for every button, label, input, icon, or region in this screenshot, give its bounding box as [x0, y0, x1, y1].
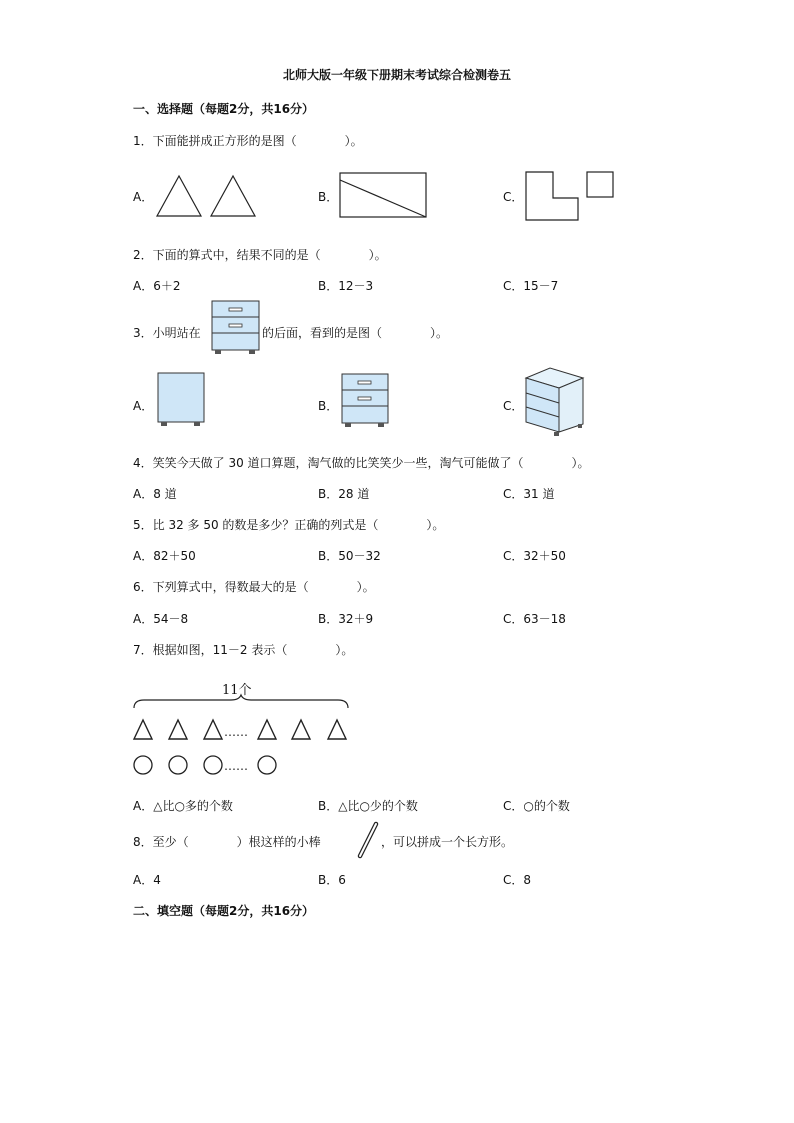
question-1: 1．下面能拼成正方形的是图（ ）。 — [133, 134, 363, 148]
q5-option-a: A．82＋50 — [133, 549, 196, 563]
q3-option-b: B． — [318, 399, 339, 413]
q7-option-b: B．△比○少的个数 — [318, 799, 418, 813]
section-heading-choice: 一、选择题（每题2分，共16分） — [133, 102, 315, 116]
cabinet-front-view-icon — [341, 373, 391, 429]
q5-option-b: B．50－32 — [318, 549, 381, 563]
question-8-prefix: 8．至少（ ）根这样的小棒 — [133, 835, 321, 849]
brace-label: 11个 — [222, 683, 252, 698]
q4-option-b: B．28 道 — [318, 487, 370, 501]
q8-option-c: C．8 — [503, 873, 532, 887]
circles-row — [132, 754, 282, 778]
q2-option-b: B．12－3 — [318, 279, 374, 293]
q6-option-b: B．32＋9 — [318, 612, 374, 626]
question-4: 4．笑笑今天做了 30 道口算题，淘气做的比笑笑少一些，淘气可能做了（ ）。 — [133, 456, 590, 470]
q1-option-b: B． — [318, 190, 339, 204]
question-7: 7．根据如图，11－2 表示（ ）。 — [133, 643, 354, 657]
curly-brace — [132, 694, 350, 710]
cabinet-3d-view-icon — [524, 366, 586, 438]
page-title: 北师大版一年级下册期末考试综合检测卷五 — [282, 68, 511, 82]
q8-option-b: B．6 — [318, 873, 346, 887]
triangles-row — [132, 716, 352, 742]
q7-option-a: A．△比○多的个数 — [133, 799, 233, 813]
q1-option-c: C． — [503, 190, 524, 204]
q3-option-a: A． — [133, 399, 154, 413]
cabinet-back-view-icon — [157, 372, 207, 428]
q7-option-c: C．○的个数 — [503, 799, 570, 813]
q6-option-c: C．63－18 — [503, 612, 566, 626]
question-5: 5．比 32 多 50 的数是多少？正确的列式是（ ）。 — [133, 518, 445, 532]
question-8-suffix: ，可以拼成一个长方形。 — [381, 835, 514, 849]
q3-option-c: C． — [503, 399, 524, 413]
stick-icon — [356, 820, 380, 860]
q1-two-trapezoids-figure — [339, 172, 429, 220]
q8-option-a: A．4 — [133, 873, 161, 887]
svg-text:……: …… — [224, 725, 248, 739]
q1-option-a: A． — [133, 190, 154, 204]
q2-option-a: A．6＋2 — [133, 279, 181, 293]
q1-l-shape-and-square-figure — [524, 170, 616, 222]
q6-option-a: A．54－8 — [133, 612, 189, 626]
cabinet-front-icon — [211, 300, 261, 358]
q5-option-c: C．32＋50 — [503, 549, 566, 563]
q4-option-c: C．31 道 — [503, 487, 555, 501]
svg-text:……: …… — [224, 759, 248, 773]
q1-two-triangles-figure — [155, 174, 259, 218]
question-3-suffix: 的后面，看到的是图（ ）。 — [262, 326, 449, 340]
question-3-prefix: 3．小明站在 — [133, 326, 201, 340]
question-2: 2．下面的算式中，结果不同的是（ ）。 — [133, 248, 387, 262]
section-heading-fill-in: 二、填空题（每题2分，共16分） — [133, 904, 315, 918]
q2-option-c: C．15－7 — [503, 279, 559, 293]
question-6: 6．下列算式中，得数最大的是（ ）。 — [133, 580, 375, 594]
q4-option-a: A．8 道 — [133, 487, 177, 501]
